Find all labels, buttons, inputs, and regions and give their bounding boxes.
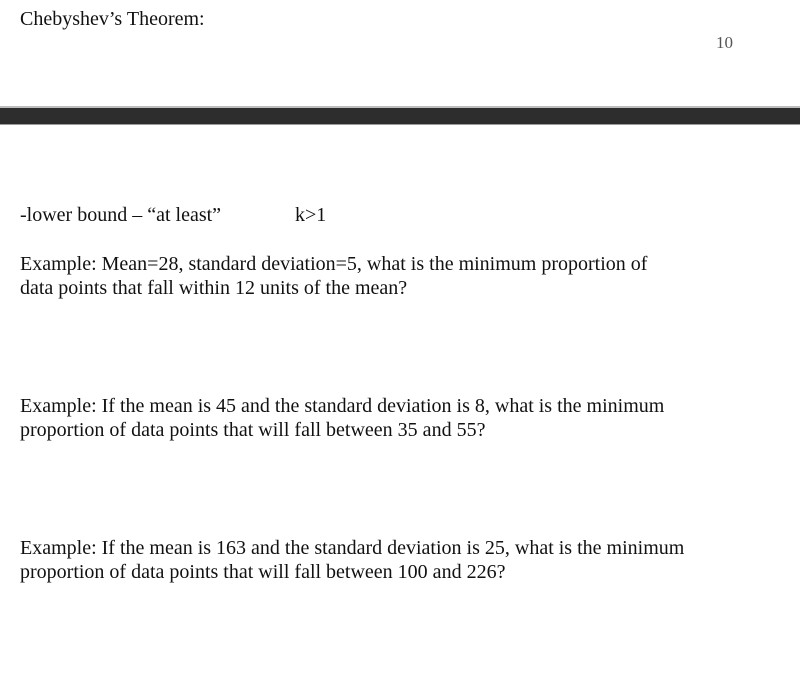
example-1-line-1: Example: Mean=28, standard deviation=5, what is the minimum proportion of (20, 253, 648, 275)
example-2-line-1: Example: If the mean is 45 and the standard deviation is 8, what is the minimum (20, 395, 665, 417)
page-break-bar (0, 106, 800, 125)
page-number: 10 (716, 33, 733, 52)
example-3-line-2: proportion of data points that will fall between 100 and 226? (20, 561, 506, 583)
example-2-line-2: proportion of data points that will fall between 35 and 55? (20, 419, 486, 441)
document-title: Chebyshev’s Theorem: (20, 8, 205, 30)
lower-bound-label: -lower bound – “at least” (20, 204, 222, 226)
condition-text: k>1 (295, 204, 327, 226)
example-3-line-1: Example: If the mean is 163 and the standard deviation is 25, what is the minimum (20, 537, 685, 559)
example-1-line-2: data points that fall within 12 units of the mean? (20, 277, 408, 299)
